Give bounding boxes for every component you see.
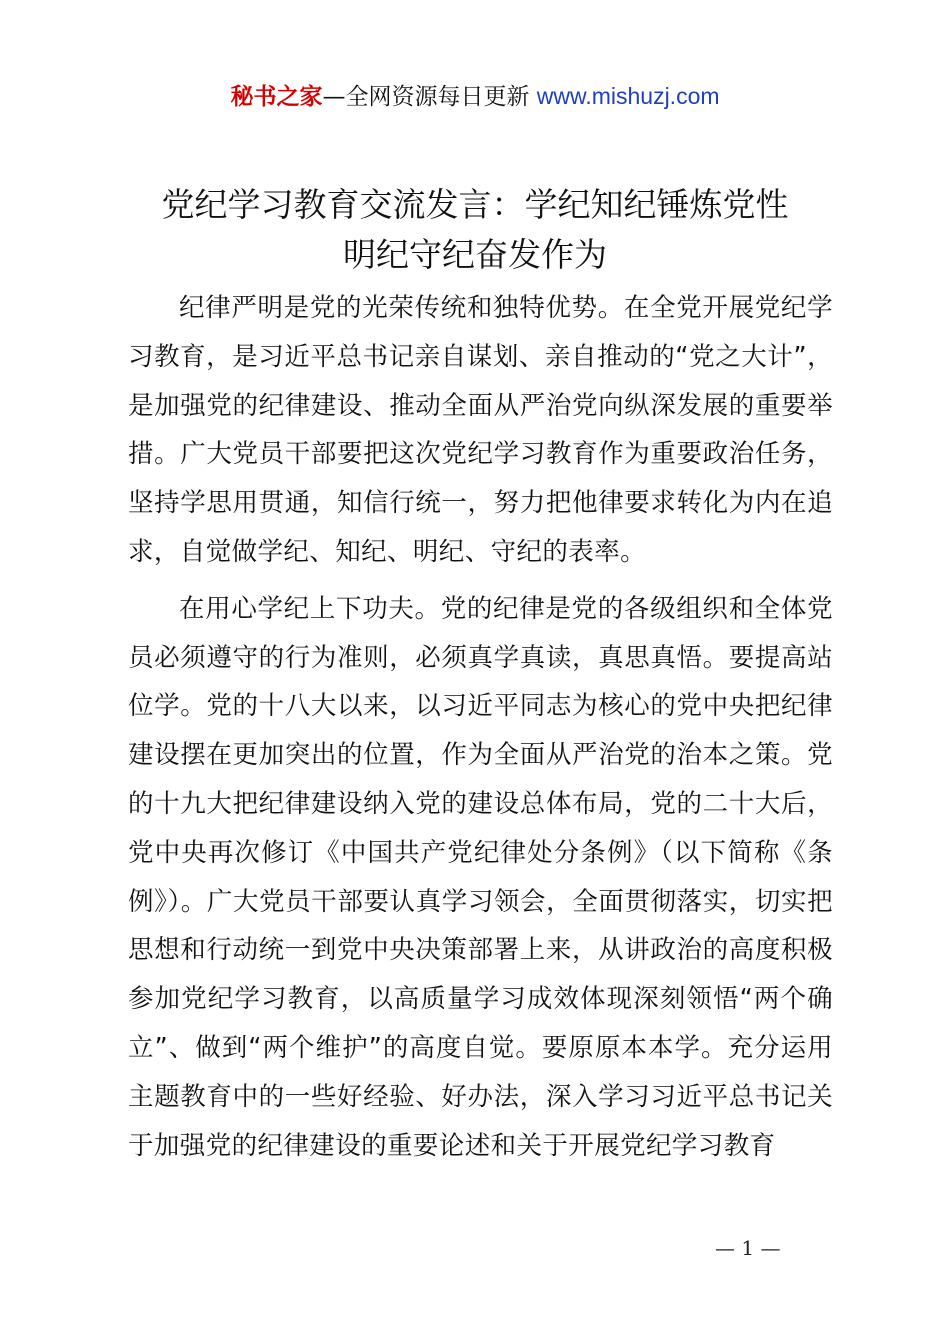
paragraph-1: 纪律严明是党的光荣传统和独特优势。在全党开展党纪学习教育，是习近平总书记亲自谋划、亲自推动的“党之大计”，是加强党的纪律建设、推动全面从严治党向纵深发展的重要举措。广大党员干部要把这次党纪学习教育作为重要政治任务，坚持学思用贯通，知信行统一，努力把他律要求转化为内在追求，自觉做学纪、知纪、明纪、守纪的表率。: [128, 293, 833, 567]
brand-name: 秘书之家: [230, 84, 323, 110]
website-link[interactable]: www.mishuzj.com: [536, 83, 720, 109]
title-line-2: 明纪守纪奋发作为: [343, 235, 607, 274]
page-number: — 1 —: [715, 1236, 781, 1260]
title-line-1: 党纪学习教育交流发言：学纪知纪锤炼党性: [161, 185, 789, 224]
paragraph-2: 在用心学纪上下功夫。党的纪律是党的各级组织和全体党员必须遵守的行为准则，必须真学真读，真思真悟。要提高站位学。党的十八大以来，以习近平同志为核心的党中央把纪律建设摆在更加突出的位置，作为全面从严治党的治本之策。党的十九大把纪律建设纳入党的建设总体布局，党的二十大后，党中央再次修订《中国共产党纪律处分条例》（以下简称《条例》）。广大党员干部要认真学习领会，全面贯彻落实，切实把思想和行动统一到党中央决策部署上来，从讲政治的高度积极参加党纪学习教育，以高质量学习成效体现深刻领悟“两个确立”、做到“两个维护”的高度自觉。要原原本本学。充分运用主题教育中的一些好经验、好办法，深入学习习近平总书记关于加强党的纪律建设的重要论述和关于开展党纪学习教育: [128, 593, 833, 1161]
header-tagline: —全网资源每日更新: [322, 84, 537, 110]
document-body: [128, 284, 833, 1170]
site-header: [0, 78, 950, 115]
document-title: [60, 180, 890, 280]
